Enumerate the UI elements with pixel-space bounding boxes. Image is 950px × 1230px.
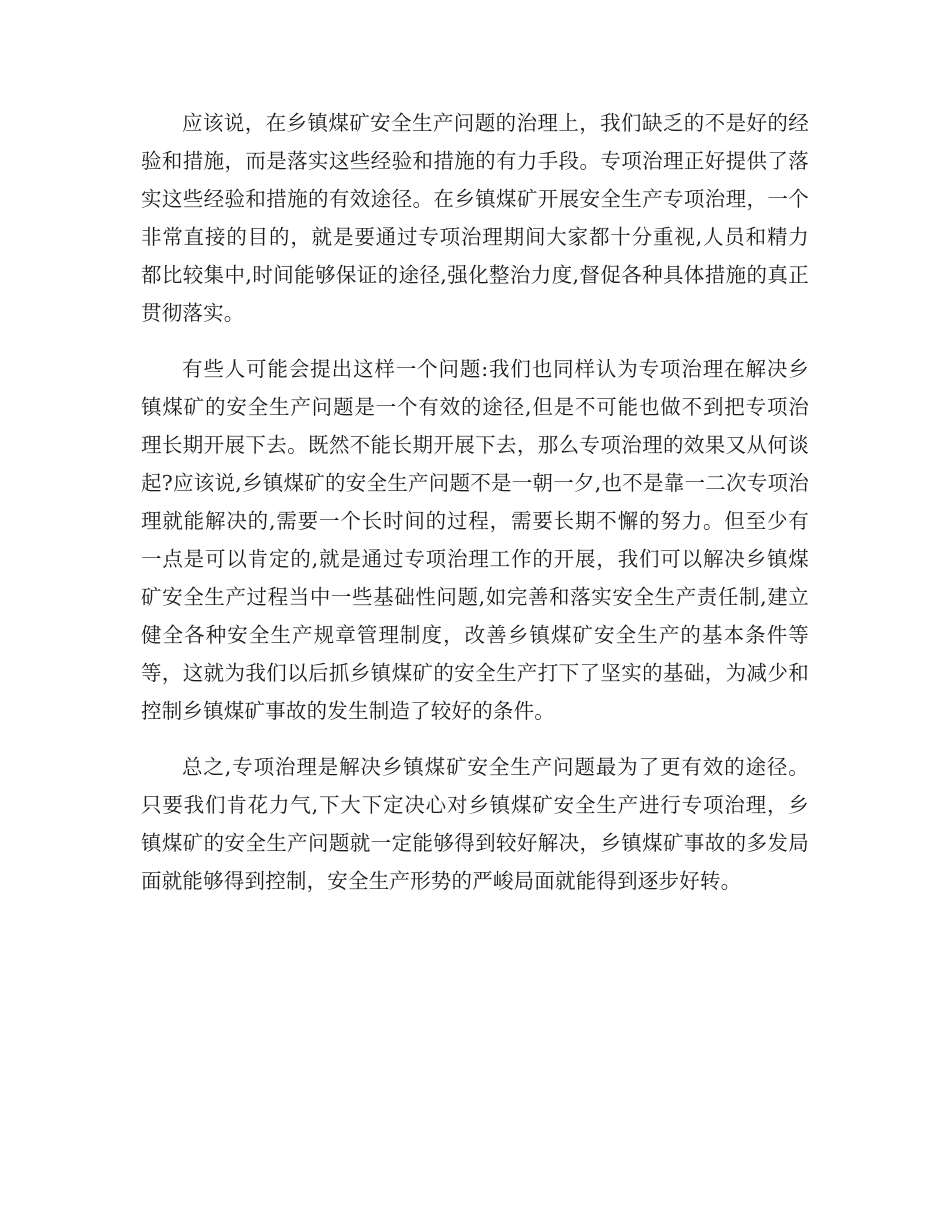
paragraph-3: 总之,专项治理是解决乡镇煤矿安全生产问题最为了更有效的途径。只要我们肯花力气,下大下定决心对乡镇煤矿安全生产进行专项治理，乡镇煤矿的安全生产问题就一定能够得到较好解决，乡镇煤矿事故的多发局面就能够得到控制，安全生产形势的严峻局面就能得到逐步好转。 bbox=[141, 755, 809, 893]
paragraph-2: 有些人可能会提出这样一个问题:我们也同样认为专项治理在解决乡镇煤矿的安全生产问题是一个有效的途径,但是不可能也做不到把专项治理长期开展下去。既然不能长期开展下去，那么专项治理的效果又从何谈起?应该说,乡镇煤矿的安全生产问题不是一朝一夕,也不是靠一二次专项治理就能解决的,需要一个长时间的过程，需要长期不懈的努力。但至少有一点是可以肯定的,就是通过专项治理工作的开展，我们可以解决乡镇煤矿安全生产过程当中一些基础性问题,如完善和落实安全生产责任制,建立健全各种安全生产规章管理制度，改善乡镇煤矿安全生产的基本条件等等，这就为我们以后抓乡镇煤矿的安全生产打下了坚实的基础，为减少和控制乡镇煤矿事故的发生制造了较好的条件。 bbox=[141, 357, 809, 723]
paragraph-1: 应该说，在乡镇煤矿安全生产问题的治理上，我们缺乏的不是好的经验和措施，而是落实这些经验和措施的有力手段。专项治理正好提供了落实这些经验和措施的有效途径。在乡镇煤矿开展安全生产专项治理，一个非常直接的目的，就是要通过专项治理期间大家都十分重视,人员和精力都比较集中,时间能够保证的途径,强化整治力度,督促各种具体措施的真正贯彻落实。 bbox=[141, 111, 809, 325]
document-body bbox=[141, 104, 809, 918]
